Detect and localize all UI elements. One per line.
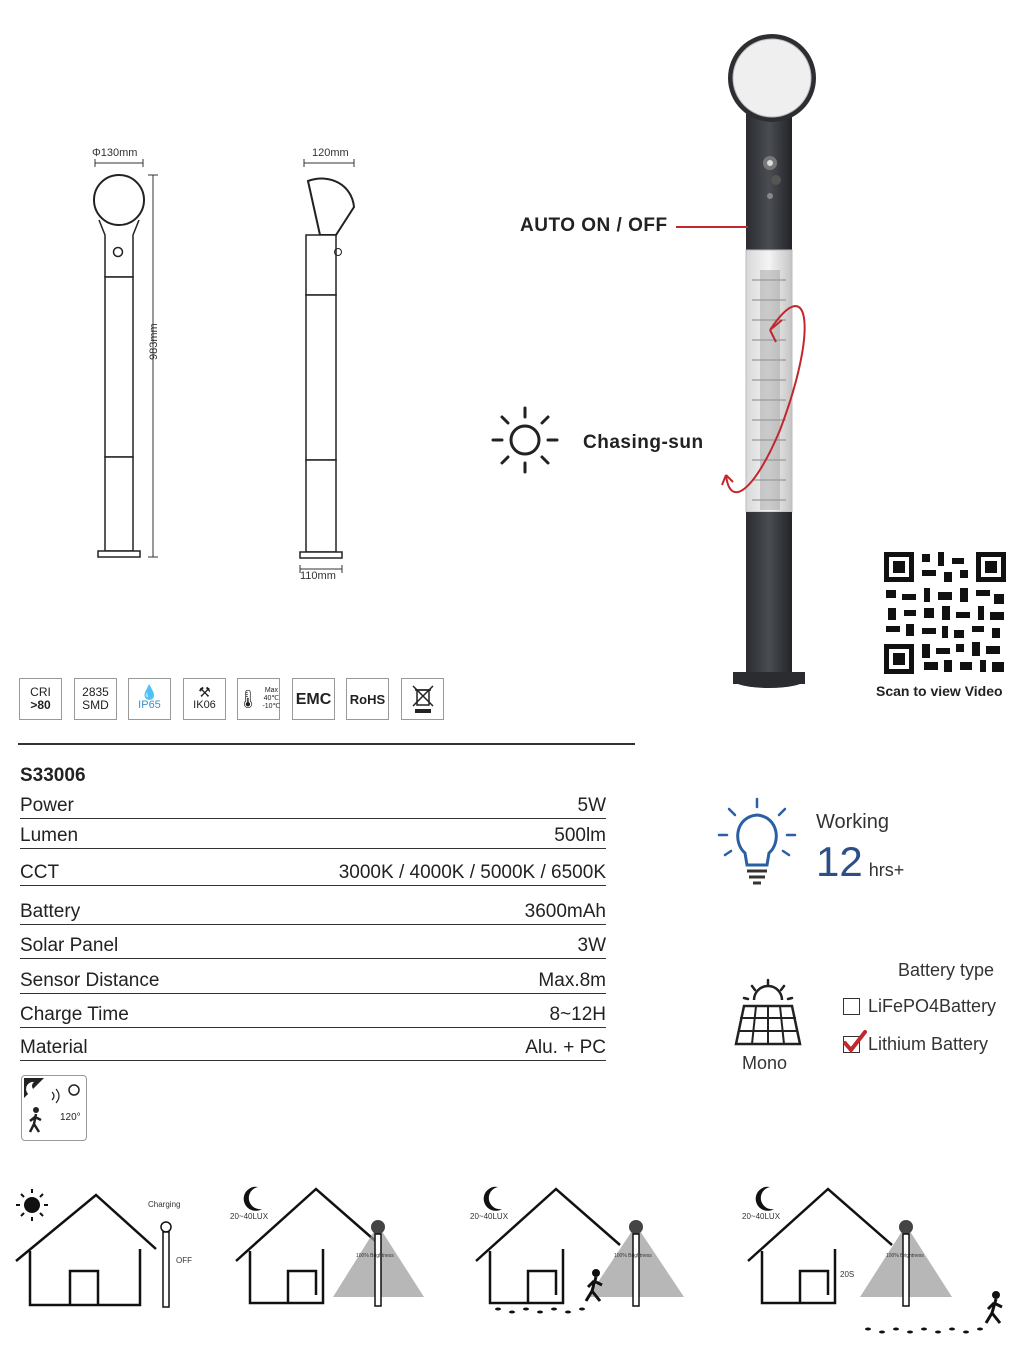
- spec-value: Max.8m: [538, 970, 606, 991]
- walking-person-icon: [986, 1291, 1002, 1323]
- sensor-angle: 120°: [60, 1112, 81, 1123]
- spec-value: 8~12H: [549, 1004, 606, 1025]
- spec-label: Lumen: [20, 825, 79, 846]
- spec-label: Solar Panel: [20, 935, 119, 956]
- emc-label: EMC: [295, 690, 332, 708]
- scenario-night-dim: [228, 1185, 428, 1315]
- qr-code[interactable]: [882, 550, 1008, 676]
- checkbox-empty-icon: [843, 998, 860, 1015]
- spec-label: Battery: [20, 901, 81, 922]
- spec-row: [20, 999, 606, 1028]
- product-photo: [700, 30, 830, 695]
- spec-row: [20, 1032, 606, 1061]
- qr-caption: Scan to view Video: [876, 683, 1003, 699]
- sun-icon: [490, 405, 560, 475]
- working-hours: [816, 838, 904, 886]
- spec-label: Sensor Distance: [20, 970, 160, 991]
- rohs-label: RoHS: [349, 691, 386, 707]
- thermometer-icon: 🌡: [236, 688, 260, 709]
- led-type: 2835: [82, 685, 109, 699]
- spec-label: CCT: [20, 862, 60, 883]
- chasing-sun-label: Chasing-sun: [583, 432, 704, 453]
- spec-row: [20, 857, 606, 886]
- ip-badge: [128, 678, 171, 720]
- temp-max-label: Max: [264, 687, 279, 694]
- sensor-badge: [21, 1075, 87, 1141]
- auto-on-off-label: AUTO ON / OFF: [520, 215, 668, 236]
- spec-label: Power: [20, 795, 74, 816]
- front-view-drawing: [85, 145, 195, 590]
- section-divider: [18, 743, 635, 745]
- panel-type-label: Mono: [742, 1053, 788, 1073]
- ik-badge: [183, 678, 226, 720]
- charging-label: Charging: [148, 1200, 181, 1209]
- battery-option-label: LiFePO4Battery: [868, 996, 997, 1016]
- temp-range: [262, 687, 280, 711]
- working-label: Working: [816, 811, 889, 833]
- front-diameter-label: Φ130mm: [92, 147, 138, 159]
- cri-label: CRI: [30, 685, 51, 699]
- hammer-icon: ⚒: [198, 684, 211, 700]
- solar-panel-icon: [730, 978, 806, 1050]
- brightness-label: 100% Brightness: [356, 1253, 394, 1259]
- spec-value: 3000K / 4000K / 5000K / 6500K: [338, 862, 606, 883]
- lux-label: 20~40LUX: [230, 1212, 269, 1221]
- scenario-delay-off: [740, 1185, 1020, 1345]
- battery-option-lithium: [843, 1034, 988, 1055]
- water-drop-icon: 💧: [140, 684, 159, 700]
- spec-row: [20, 823, 606, 849]
- cri-value: >80: [30, 698, 51, 712]
- spec-value: Alu. + PC: [525, 1037, 606, 1058]
- weee-badge: [401, 678, 444, 720]
- ip-rating: IP65: [138, 699, 161, 711]
- lightbulb-icon: [715, 795, 800, 890]
- battery-type-title: Battery type: [898, 960, 995, 980]
- delay-label: 20S: [840, 1270, 855, 1279]
- spec-row: [20, 930, 606, 959]
- crossed-bin-icon: [411, 684, 435, 714]
- base-width-label: 110mm: [300, 570, 336, 582]
- led-badge: [74, 678, 117, 720]
- ik-rating: IK06: [193, 699, 216, 711]
- side-view-drawing: [290, 145, 380, 590]
- spec-value: 500lm: [554, 825, 606, 846]
- temperature-badge: [237, 678, 280, 720]
- model-number: S33006: [20, 765, 86, 786]
- battery-option-lifepo4: [843, 996, 996, 1017]
- battery-option-label: Lithium Battery: [868, 1034, 989, 1054]
- lux-label: 20~40LUX: [470, 1212, 509, 1221]
- lux-label: 20~40LUX: [742, 1212, 781, 1221]
- brightness-label: 100% Brightness: [614, 1253, 652, 1259]
- spec-row: [20, 894, 606, 925]
- spec-row: [20, 964, 606, 994]
- brightness-label: 100% Brightness: [886, 1253, 924, 1259]
- working-hours-unit: hrs+: [868, 860, 905, 880]
- rohs-badge: [346, 678, 389, 720]
- working-hours-number: 12: [816, 838, 863, 885]
- scenario-motion-bright: [468, 1185, 688, 1325]
- spec-value: 3W: [577, 935, 606, 956]
- moon-sun-sensor-icon: [22, 1076, 86, 1140]
- spec-label: Material: [20, 1037, 88, 1058]
- spec-row: [20, 793, 606, 819]
- spec-value: 3600mAh: [524, 901, 606, 922]
- height-label: 983mm: [148, 323, 160, 360]
- emc-badge: [292, 678, 335, 720]
- side-width-label: 120mm: [312, 147, 349, 159]
- spec-value: 5W: [577, 795, 606, 816]
- scenario-day-charging: [10, 1185, 200, 1315]
- sun-icon: [16, 1189, 48, 1221]
- led-package: SMD: [82, 698, 109, 712]
- temp-low: -10℃: [262, 703, 281, 710]
- auto-callout-line: [676, 226, 748, 228]
- cri-badge: [19, 678, 62, 720]
- temp-high: 40℃: [263, 695, 280, 702]
- spec-label: Charge Time: [20, 1004, 129, 1025]
- checkbox-checked-icon: [843, 1036, 860, 1053]
- off-label: OFF: [176, 1256, 192, 1265]
